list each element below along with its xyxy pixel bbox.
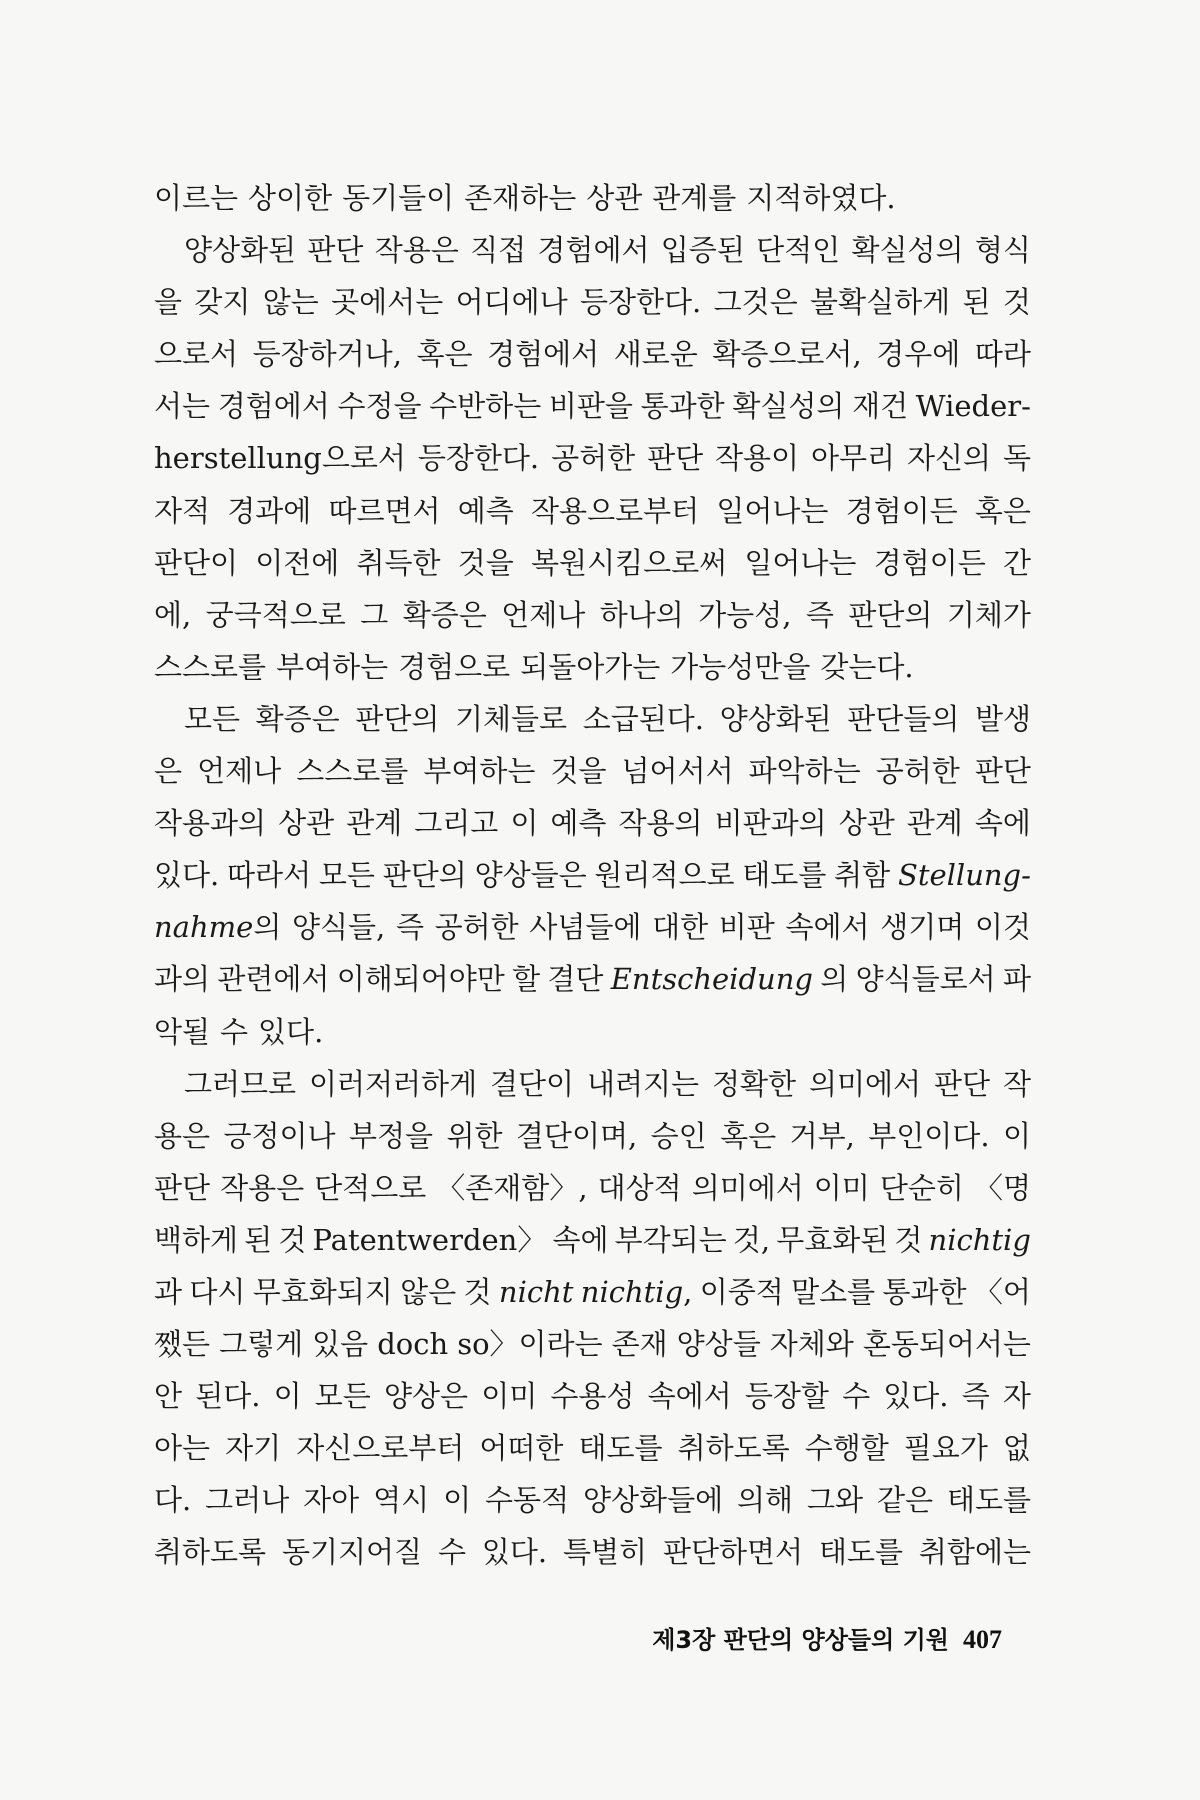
word: 상이한 bbox=[248, 181, 333, 215]
word: 비판을 bbox=[548, 389, 633, 424]
text-line bbox=[154, 1474, 1031, 1526]
word: 혹은 bbox=[974, 493, 1031, 528]
word: doch bbox=[377, 1327, 449, 1362]
word: 관련에서 bbox=[217, 962, 330, 997]
word: 지적하였다. bbox=[746, 181, 896, 215]
word: 부여하는 bbox=[276, 649, 389, 684]
word: Stellung- bbox=[897, 858, 1031, 893]
word: 원리적으로 bbox=[594, 858, 735, 893]
word: 상관 bbox=[838, 806, 895, 841]
word: 있다. bbox=[154, 858, 220, 893]
word: 경험으로 bbox=[398, 649, 511, 684]
text-line bbox=[154, 1214, 1031, 1266]
text-line bbox=[154, 745, 1031, 797]
word: 있다. bbox=[883, 1379, 949, 1414]
word: 판단들의 bbox=[847, 701, 960, 736]
word: 작용은 bbox=[220, 1170, 305, 1205]
word: 에, bbox=[154, 597, 192, 632]
word: 내려지는 bbox=[587, 1066, 700, 1101]
text-line bbox=[154, 693, 1031, 745]
word: 부여하는 bbox=[423, 754, 536, 789]
text-line bbox=[154, 797, 1031, 849]
word: 사념들에 bbox=[529, 910, 642, 945]
word: 그리고 bbox=[414, 806, 499, 841]
word: 그 bbox=[360, 597, 389, 632]
page-footer bbox=[630, 1620, 1002, 1655]
word: 그러므로 bbox=[184, 1066, 297, 1101]
word: 새로운 bbox=[613, 337, 698, 372]
text-line bbox=[154, 485, 1031, 537]
word: 가능성만을 bbox=[670, 649, 811, 684]
word: 양상화된 bbox=[184, 233, 297, 268]
word: 할 bbox=[512, 962, 541, 997]
word: 이전에 bbox=[255, 545, 340, 580]
text-line bbox=[154, 1422, 1031, 1474]
word: 모든 bbox=[318, 858, 375, 893]
word: 결단이며, bbox=[515, 1118, 638, 1153]
word: 관계 bbox=[906, 806, 963, 841]
word: 속에 bbox=[552, 1222, 609, 1257]
word: 결단 bbox=[547, 962, 604, 997]
word: nahme의 bbox=[154, 910, 282, 945]
text-line bbox=[154, 380, 1031, 432]
word: Patentwerden〉 bbox=[312, 1222, 547, 1257]
word: 단적인 bbox=[756, 233, 841, 268]
word: 모든 bbox=[184, 701, 241, 736]
text-line bbox=[154, 953, 1031, 1005]
word: 과 bbox=[154, 1274, 183, 1309]
word: 〈명 bbox=[973, 1170, 1031, 1205]
word: 하나의 bbox=[599, 597, 684, 632]
word: 가능성, bbox=[698, 597, 792, 632]
text-line bbox=[154, 589, 1031, 641]
text-line bbox=[154, 172, 1031, 224]
word: 형식 bbox=[974, 233, 1031, 268]
word: 태도를 bbox=[742, 858, 827, 893]
word: 자신의 bbox=[907, 441, 992, 476]
word: 일어나는 bbox=[744, 545, 857, 580]
word: Wieder- bbox=[915, 389, 1031, 424]
word: 수 bbox=[437, 1535, 466, 1570]
running-head: 제3장 판단의 양상들의 기원 bbox=[652, 1626, 949, 1654]
word: 비판 bbox=[718, 910, 775, 945]
word: 수용성 bbox=[550, 1379, 635, 1414]
text-line bbox=[154, 276, 1031, 328]
word: 취하도록 bbox=[677, 1431, 790, 1466]
word: 없 bbox=[1002, 1431, 1031, 1466]
word: 것 bbox=[1002, 285, 1031, 320]
word: 즉 bbox=[961, 1379, 990, 1414]
word: 것, bbox=[732, 1222, 771, 1257]
word: 소급된다. bbox=[582, 701, 704, 736]
word: 백하게 bbox=[154, 1222, 239, 1257]
word: 양상화된 bbox=[719, 701, 832, 736]
word: 부정을 bbox=[348, 1118, 434, 1153]
word: 것을 bbox=[457, 545, 514, 580]
word: 결단이 bbox=[490, 1066, 575, 1101]
word: 판단의 bbox=[355, 701, 440, 736]
word: 공허한 bbox=[551, 441, 636, 476]
word: 태도를 bbox=[578, 1431, 663, 1466]
page-number: 407 bbox=[963, 1625, 1002, 1654]
word: nicht bbox=[498, 1274, 574, 1309]
word: 통과한 bbox=[882, 1274, 967, 1309]
word: 수행할 bbox=[804, 1431, 889, 1466]
word: 아는 bbox=[154, 1431, 211, 1466]
word: 예측 bbox=[550, 806, 607, 841]
text-line bbox=[154, 1526, 1031, 1578]
word: 궁극적으로 bbox=[205, 597, 346, 632]
word: Entscheidung bbox=[610, 962, 813, 997]
word: 자 bbox=[1002, 1379, 1031, 1414]
word: 작용으로부터 bbox=[531, 493, 700, 528]
word: 동기들이 bbox=[342, 181, 455, 215]
word: 이러저러하게 bbox=[309, 1066, 478, 1101]
word: 의해 bbox=[737, 1483, 794, 1518]
word: 취함에는 bbox=[918, 1535, 1031, 1570]
text-line bbox=[154, 1058, 1031, 1110]
word: 부인이다. bbox=[868, 1118, 990, 1153]
word: 존재 bbox=[611, 1327, 668, 1362]
text-line bbox=[154, 1006, 1031, 1058]
word: 판단하면서 bbox=[662, 1535, 804, 1570]
word: 작용은 bbox=[374, 233, 459, 268]
word: 속에서 bbox=[647, 1379, 732, 1414]
word: 속에 bbox=[974, 806, 1031, 841]
word: 자체와 bbox=[769, 1327, 854, 1362]
word: 경험에서 bbox=[537, 233, 650, 268]
word: 경우에 bbox=[876, 337, 961, 372]
word: 수동적 bbox=[485, 1483, 570, 1518]
word: 수 bbox=[842, 1379, 871, 1414]
word: 것을 bbox=[550, 754, 607, 789]
word: 파악하는 bbox=[748, 754, 861, 789]
word: 되돌아가는 bbox=[520, 649, 661, 684]
word: 그것은 bbox=[713, 285, 798, 320]
word: 파 bbox=[1002, 962, 1031, 997]
word: 비판과의 bbox=[714, 806, 827, 841]
word: 특별히 bbox=[563, 1535, 648, 1570]
word: 서는 bbox=[154, 389, 211, 424]
word: 작 bbox=[1002, 1066, 1031, 1101]
word: 갖는다. bbox=[820, 649, 914, 684]
word: 자신으로부터 bbox=[296, 1431, 465, 1466]
word: 모든 bbox=[314, 1379, 371, 1414]
word: 부각되는 bbox=[614, 1222, 727, 1257]
word: 이 bbox=[510, 806, 539, 841]
word: 간 bbox=[1002, 545, 1031, 580]
word: nichtig, bbox=[580, 1274, 693, 1309]
word: 거부, bbox=[789, 1118, 855, 1153]
text-line bbox=[154, 224, 1031, 276]
word: 확증은 bbox=[402, 597, 487, 632]
word: 등장한다. bbox=[580, 285, 702, 320]
text-line bbox=[154, 1318, 1031, 1370]
word: 〈존재함〉, bbox=[436, 1170, 588, 1205]
word: 작용이 bbox=[715, 441, 800, 476]
word: 않는 bbox=[262, 285, 319, 320]
text-line bbox=[154, 1162, 1031, 1214]
word: 공허한 bbox=[875, 754, 960, 789]
text-line bbox=[154, 432, 1031, 484]
word: 기체들로 bbox=[455, 701, 568, 736]
word: 입증된 bbox=[660, 233, 745, 268]
word: 단적으로 bbox=[314, 1170, 427, 1205]
word: 경험에서 bbox=[217, 389, 330, 424]
word: 혼동되어서는 bbox=[862, 1327, 1031, 1362]
word: 통과한 bbox=[640, 389, 725, 424]
word: 어떠한 bbox=[479, 1431, 564, 1466]
word: 언제나 bbox=[197, 754, 282, 789]
word: 따르면서 bbox=[328, 493, 441, 528]
text-line bbox=[154, 641, 1031, 693]
text-line bbox=[154, 849, 1031, 901]
word: 확증으로서, bbox=[712, 337, 862, 372]
word: 경과에 bbox=[227, 493, 312, 528]
word: 독 bbox=[1002, 441, 1031, 476]
word: 직접 bbox=[470, 233, 527, 268]
word: 대한 bbox=[652, 910, 709, 945]
word: 속에서 bbox=[785, 910, 870, 945]
word: 판단의 bbox=[382, 858, 467, 893]
word: 은 bbox=[154, 754, 183, 789]
word: 것 bbox=[463, 1274, 492, 1309]
word: 즉 bbox=[395, 910, 424, 945]
word: so〉이라는 bbox=[457, 1327, 603, 1362]
word: 의미에서 bbox=[691, 1170, 804, 1205]
word: 이미 bbox=[813, 1170, 870, 1205]
word: 갖지 bbox=[194, 285, 251, 320]
word: 즉 bbox=[805, 597, 834, 632]
word: 어디에나 bbox=[455, 285, 568, 320]
word: 안 bbox=[154, 1379, 183, 1414]
word: 단순히 bbox=[879, 1170, 964, 1205]
word: herstellung으로서 bbox=[154, 441, 406, 476]
word: 스스로를 bbox=[154, 649, 267, 684]
word: 정확한 bbox=[712, 1066, 797, 1101]
word: 승인 bbox=[650, 1118, 707, 1153]
word: 경험에서 bbox=[487, 337, 600, 372]
word: 양식들, bbox=[292, 910, 386, 945]
word: 판단이 bbox=[154, 545, 239, 580]
word: 작용의 bbox=[618, 806, 703, 841]
word: 이 bbox=[1002, 1118, 1031, 1153]
word: 동기지어질 bbox=[281, 1535, 423, 1570]
word: 역시 bbox=[373, 1483, 430, 1518]
word: 된 bbox=[962, 285, 991, 320]
text-line bbox=[154, 901, 1031, 953]
word: 자기 bbox=[225, 1431, 282, 1466]
word: 아무리 bbox=[811, 441, 896, 476]
word: 경험이든 bbox=[873, 545, 986, 580]
word: 기체가 bbox=[946, 597, 1031, 632]
word: 재건 bbox=[852, 389, 909, 424]
word: 긍정이나 bbox=[223, 1118, 336, 1153]
word: 태도를 bbox=[946, 1483, 1031, 1518]
word: 관계 bbox=[346, 806, 403, 841]
word: 과의 bbox=[154, 962, 211, 997]
word: 확실성의 bbox=[732, 389, 845, 424]
text-line bbox=[154, 537, 1031, 589]
word: 곳에서는 bbox=[331, 285, 444, 320]
word: 등장하거나, bbox=[252, 337, 402, 372]
word: 태도를 bbox=[818, 1535, 904, 1570]
text-line bbox=[154, 1266, 1031, 1318]
word: 같은 bbox=[876, 1483, 934, 1518]
word: 있다. bbox=[258, 1014, 324, 1049]
word: 다. bbox=[154, 1483, 192, 1518]
word: 상관 bbox=[278, 806, 335, 841]
word: 이 bbox=[443, 1483, 472, 1518]
word: 필요가 bbox=[903, 1431, 988, 1466]
word: 판단 bbox=[307, 233, 364, 268]
text-line bbox=[154, 1370, 1031, 1422]
word: 혹은 bbox=[720, 1118, 777, 1153]
text-line bbox=[154, 1110, 1031, 1162]
word: 양상은 bbox=[384, 1379, 469, 1414]
word: 판단 bbox=[647, 441, 704, 476]
word: 이중적 bbox=[699, 1274, 784, 1309]
word: 상관 bbox=[586, 181, 643, 215]
word: 양식들로서 bbox=[855, 962, 996, 997]
word: 작용과의 bbox=[154, 806, 267, 841]
word: 다시 bbox=[189, 1274, 246, 1309]
word: 등장할 bbox=[744, 1379, 829, 1414]
word: 그렇게 bbox=[219, 1327, 304, 1362]
word: 취하도록 bbox=[154, 1535, 267, 1570]
word: 따라서 bbox=[227, 858, 312, 893]
word: 취득한 bbox=[356, 545, 441, 580]
word: 이해되어야만 bbox=[336, 962, 505, 997]
word: 않은 bbox=[400, 1274, 457, 1309]
word: 자적 bbox=[154, 493, 211, 528]
word: nichtig bbox=[928, 1222, 1031, 1257]
word: 된 bbox=[244, 1222, 273, 1257]
word: 무효화되지 bbox=[252, 1274, 393, 1309]
word: 스스로를 bbox=[296, 754, 409, 789]
word: 의미에서 bbox=[809, 1066, 922, 1101]
body-text bbox=[154, 172, 1031, 1579]
word: 있음 bbox=[312, 1327, 369, 1362]
word: 수반하는 bbox=[429, 389, 542, 424]
word: 판단 bbox=[974, 754, 1031, 789]
word: 양상화들에 bbox=[583, 1483, 724, 1518]
word: 취함 bbox=[834, 858, 891, 893]
word: 자아 bbox=[303, 1483, 360, 1518]
word: 악될 bbox=[154, 1014, 211, 1049]
word: 〈어 bbox=[973, 1274, 1031, 1309]
word: 확실성의 bbox=[851, 233, 964, 268]
word: 것 bbox=[894, 1222, 923, 1257]
word: 그와 bbox=[807, 1483, 864, 1518]
word: 위한 bbox=[446, 1118, 503, 1153]
word: 따라 bbox=[974, 337, 1031, 372]
word: 수정을 bbox=[337, 389, 422, 424]
word: 이 bbox=[273, 1379, 302, 1414]
word: 무효화된 bbox=[776, 1222, 889, 1257]
word: 일어나는 bbox=[716, 493, 829, 528]
word: 이미 bbox=[481, 1379, 538, 1414]
word: 등장한다. bbox=[417, 441, 540, 476]
word: 말소를 bbox=[791, 1274, 876, 1309]
word: 확증은 bbox=[255, 701, 340, 736]
word: 양상들 bbox=[676, 1327, 761, 1362]
word: 생기며 bbox=[880, 910, 965, 945]
word: 복원시킴으로써 bbox=[531, 545, 728, 580]
word: 넘어서서 bbox=[621, 754, 734, 789]
word: 을 bbox=[154, 285, 183, 320]
text-line bbox=[154, 328, 1031, 380]
word: 된다. bbox=[195, 1379, 261, 1414]
word: 관계를 bbox=[652, 181, 737, 215]
word: 있다. bbox=[481, 1535, 548, 1570]
word: 언제나 bbox=[501, 597, 586, 632]
word: 경험이든 bbox=[845, 493, 958, 528]
word: 으로서 bbox=[154, 337, 239, 372]
word: 판단 bbox=[934, 1066, 991, 1101]
word: 판단 bbox=[154, 1170, 211, 1205]
word: 판단의 bbox=[848, 597, 933, 632]
word: 수 bbox=[220, 1014, 249, 1049]
word: 대상적 bbox=[597, 1170, 682, 1205]
word: 존재하는 bbox=[464, 181, 577, 215]
word: 이것 bbox=[974, 910, 1031, 945]
word: 이르는 bbox=[154, 181, 239, 215]
word: 의 bbox=[820, 962, 849, 997]
word: 불확실하게 bbox=[810, 285, 951, 320]
word: 공허한 bbox=[434, 910, 519, 945]
word: 예측 bbox=[457, 493, 514, 528]
word: 쨌든 bbox=[154, 1327, 211, 1362]
word: 용은 bbox=[154, 1118, 211, 1153]
word: 발생 bbox=[974, 701, 1031, 736]
word: 혹은 bbox=[416, 337, 473, 372]
word: 양상들은 bbox=[474, 858, 587, 893]
word: 것 bbox=[278, 1222, 307, 1257]
word: 그러나 bbox=[205, 1483, 290, 1518]
